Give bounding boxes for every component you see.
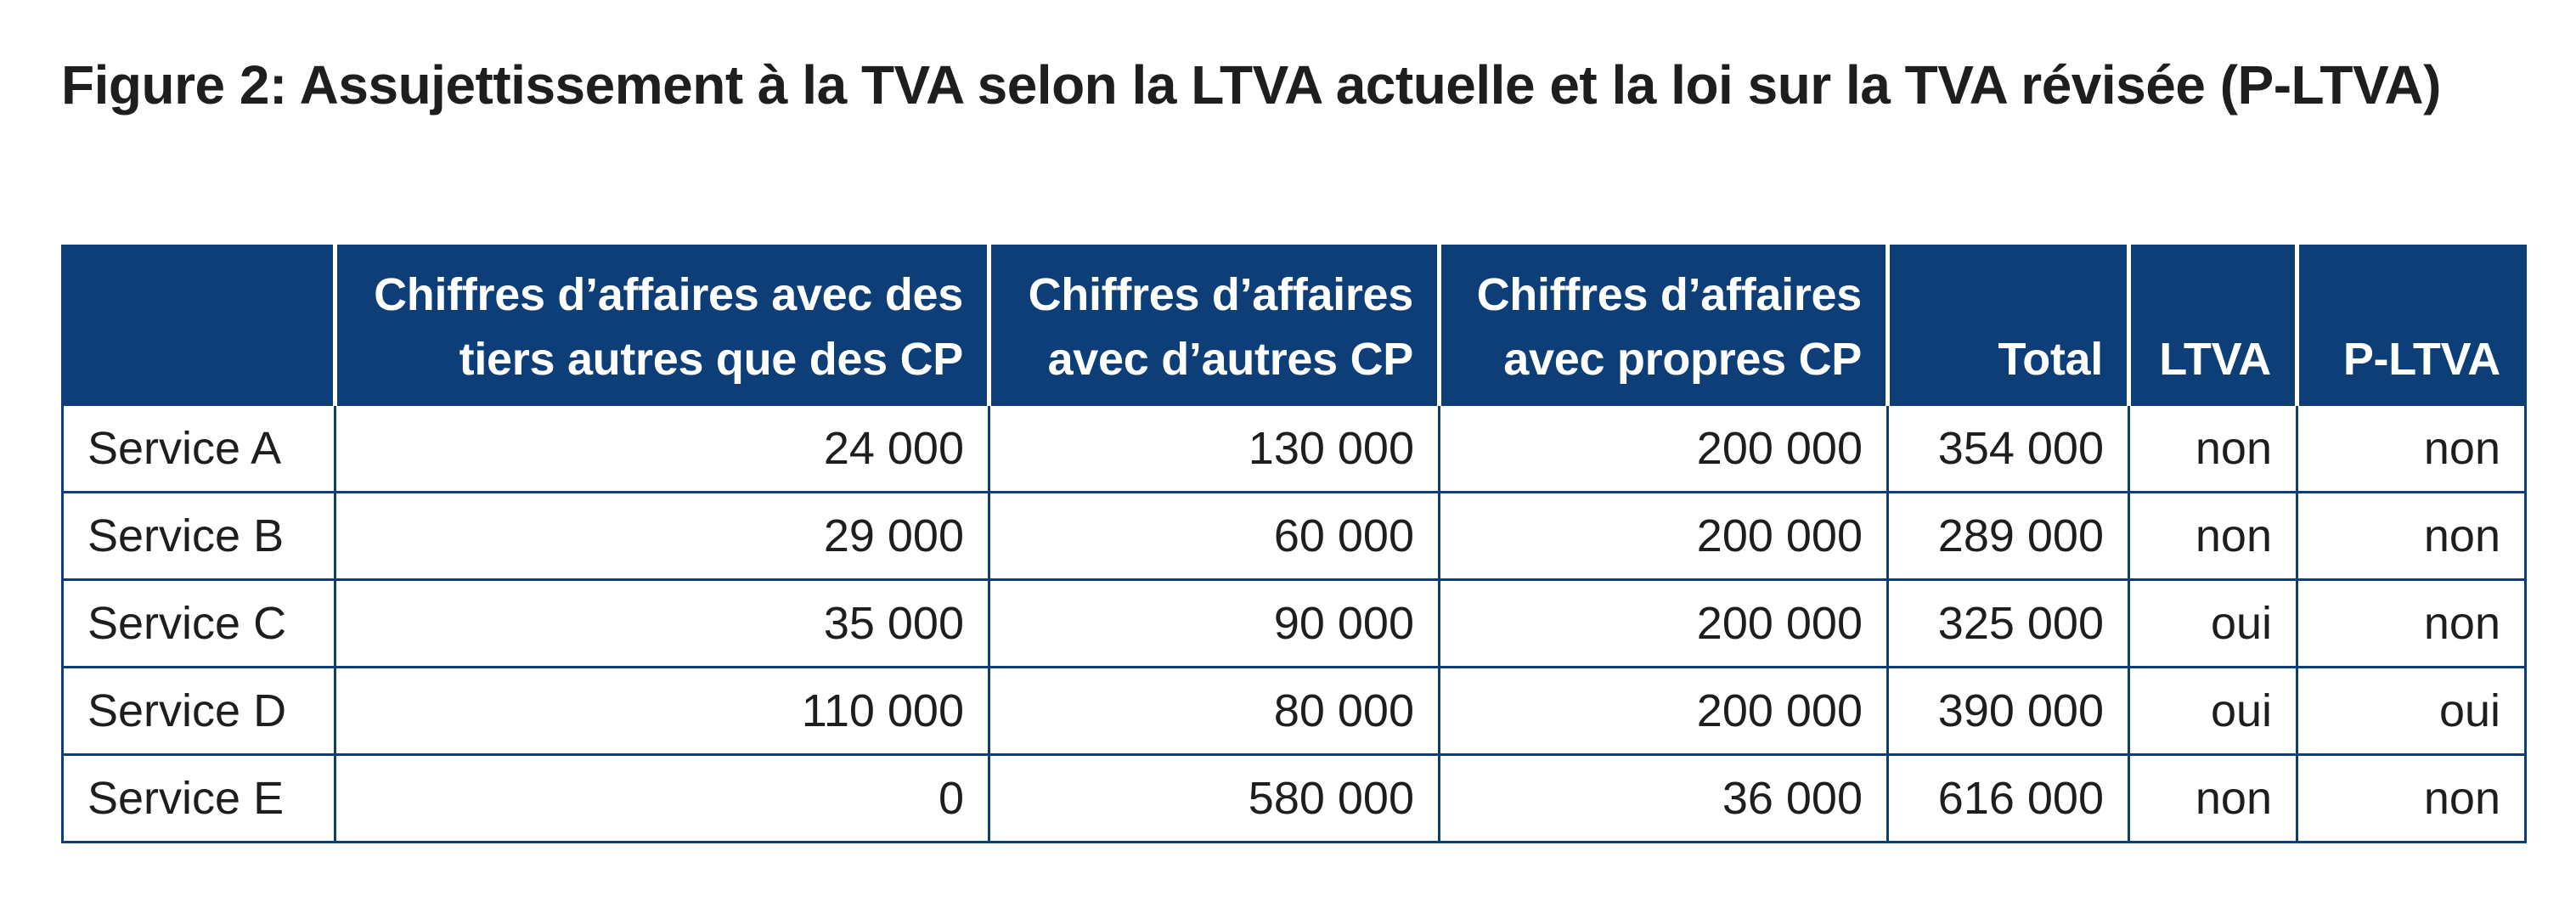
header-cell-total: Total	[1888, 246, 2129, 405]
cell-own-cp-turnover: 36 000	[1440, 755, 1888, 843]
cell-p-ltva: non	[2297, 405, 2526, 493]
header-cell-p-ltva: P-LTVA	[2297, 246, 2526, 405]
header-cell-empty	[63, 246, 335, 405]
table-row	[63, 668, 2526, 755]
cell-total: 354 000	[1888, 405, 2129, 493]
cell-total: 289 000	[1888, 493, 2129, 580]
cell-third-party-turnover: 24 000	[335, 405, 989, 493]
cell-p-ltva: non	[2297, 580, 2526, 668]
document-page	[61, 44, 2524, 824]
vat-liability-table	[61, 245, 2527, 843]
cell-own-cp-turnover: 200 000	[1440, 493, 1888, 580]
table-body	[63, 405, 2526, 843]
cell-other-cp-turnover: 60 000	[989, 493, 1440, 580]
cell-ltva: oui	[2129, 668, 2297, 755]
cell-ltva: non	[2129, 755, 2297, 843]
row-label: Service A	[63, 405, 335, 493]
row-label: Service C	[63, 580, 335, 668]
header-cell-third-party-turnover: Chiffres d’affaires avec des tiers autres que des CP	[335, 246, 989, 405]
row-label: Service E	[63, 755, 335, 843]
cell-other-cp-turnover: 580 000	[989, 755, 1440, 843]
table-container	[61, 245, 2524, 843]
cell-other-cp-turnover: 90 000	[989, 580, 1440, 668]
cell-own-cp-turnover: 200 000	[1440, 405, 1888, 493]
cell-total: 325 000	[1888, 580, 2129, 668]
table-row	[63, 405, 2526, 493]
row-label: Service D	[63, 668, 335, 755]
table-row	[63, 493, 2526, 580]
header-cell-other-cp-turnover: Chiffres d’affaires avec d’autres CP	[989, 246, 1440, 405]
table-row	[63, 580, 2526, 668]
figure-title: Figure 2: Assujettissement à la TVA selon la LTVA actuelle et la loi sur la TVA révisée (P-LTVA)	[61, 54, 2441, 116]
header-cell-ltva: LTVA	[2129, 246, 2297, 405]
cell-third-party-turnover: 35 000	[335, 580, 989, 668]
header-row	[63, 246, 2526, 405]
cell-p-ltva: non	[2297, 755, 2526, 843]
row-label: Service B	[63, 493, 335, 580]
cell-total: 616 000	[1888, 755, 2129, 843]
cell-own-cp-turnover: 200 000	[1440, 580, 1888, 668]
cell-third-party-turnover: 0	[335, 755, 989, 843]
cell-total: 390 000	[1888, 668, 2129, 755]
cell-other-cp-turnover: 130 000	[989, 405, 1440, 493]
table-header	[63, 246, 2526, 405]
cell-other-cp-turnover: 80 000	[989, 668, 1440, 755]
cell-ltva: oui	[2129, 580, 2297, 668]
cell-p-ltva: oui	[2297, 668, 2526, 755]
cell-ltva: non	[2129, 405, 2297, 493]
cell-third-party-turnover: 110 000	[335, 668, 989, 755]
cell-third-party-turnover: 29 000	[335, 493, 989, 580]
cell-own-cp-turnover: 200 000	[1440, 668, 1888, 755]
cell-p-ltva: non	[2297, 493, 2526, 580]
header-cell-own-cp-turnover: Chiffres d’affaires avec propres CP	[1440, 246, 1888, 405]
table-row	[63, 755, 2526, 843]
cell-ltva: non	[2129, 493, 2297, 580]
